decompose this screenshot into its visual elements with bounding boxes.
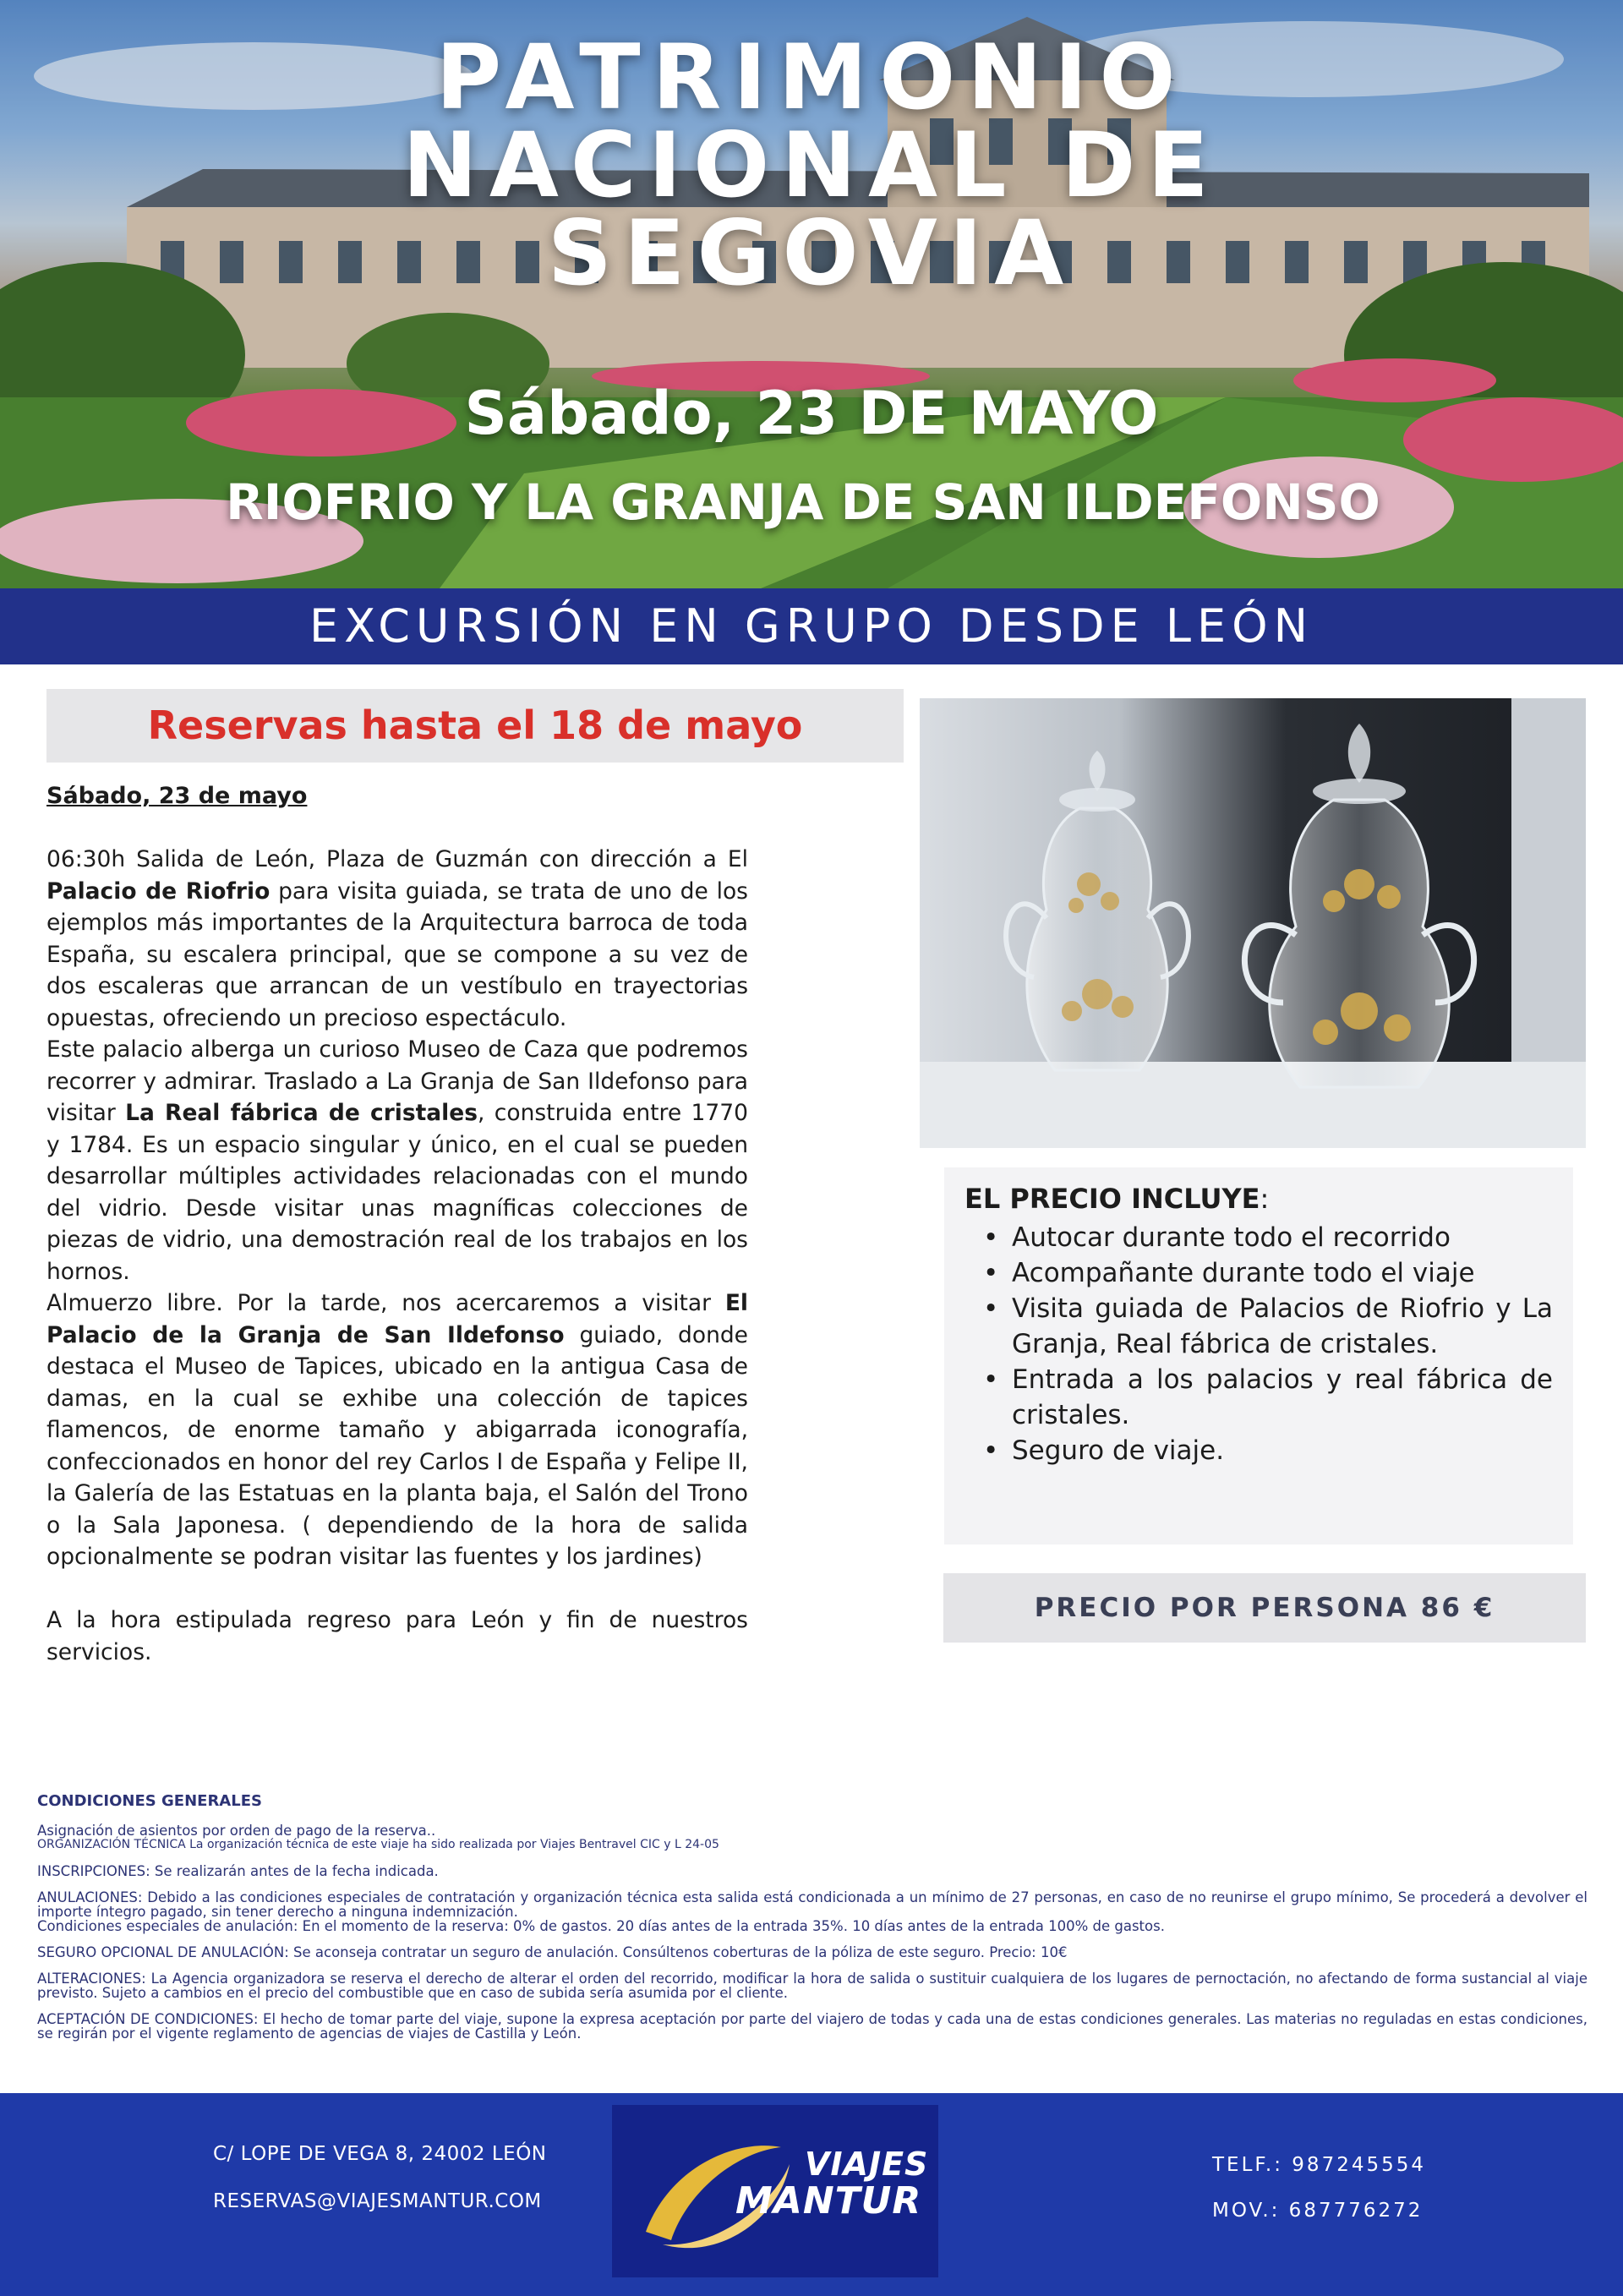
list-item: • Autocar durante todo el recorrido xyxy=(965,1220,1553,1255)
itinerary-paragraph-2 xyxy=(46,1034,748,1287)
itinerary-text: para visita guiada, se trata de uno de los ejemplos más importantes de la Arquitectura barroca de toda España, su escalera principal, que se compone a su vez de dos escaleras que arrancan de un vestíbulo en trayectorias opuestas, ofreciendo un precioso espectáculo. xyxy=(46,877,748,1031)
viajes-mantur-logo xyxy=(612,2105,938,2277)
itinerary-paragraph-3 xyxy=(46,1287,748,1573)
itinerary-paragraph-1 xyxy=(46,844,748,1034)
hero-title-line2: NACIONAL DE xyxy=(402,113,1221,217)
conditions-title: CONDICIONES GENERALES xyxy=(37,1792,262,1810)
conditions-inscriptions: INSCRIPCIONES: Se realizarán antes de la fecha indicada. xyxy=(37,1863,439,1879)
footer xyxy=(0,2093,1623,2296)
price-includes-colon: : xyxy=(1260,1183,1270,1215)
conditions-cancellations: ANULACIONES: Debido a las condiciones especiales de contratación y organización técnica esta salida está condicionada a un mínimo de 27 personas, en caso de no reunirse el grupo mínimo, Se procederá a devolver el importe íntegro pagado, sin tener derecho a ninguna indemnización. xyxy=(37,1889,1587,1920)
logo-text-mantur: MANTUR xyxy=(735,2179,922,2222)
itinerary-highlight: La Real fábrica de cristales xyxy=(125,1100,478,1126)
itinerary-day-heading: Sábado, 23 de mayo xyxy=(46,783,308,809)
hero-banner xyxy=(0,0,1623,588)
footer-telephone[interactable]: TELF.: 987245554 xyxy=(1212,2154,1427,2176)
footer-email[interactable]: RESERVAS@VIAJESMANTUR.COM xyxy=(213,2190,542,2212)
itinerary-highlight: Palacio de Riofrio xyxy=(46,877,270,905)
itinerary-text: Almuerzo libre. Por la tarde, nos acercaremos a visitar xyxy=(46,1290,725,1316)
price-includes-title xyxy=(965,1183,1553,1215)
itinerary-text: guiado, donde destaca el Museo de Tapices, ubicado en la antigua Casa de damas, en la cual se exhibe una colección de tapices flamencos, de enorme tamaño y abigarrada iconografía, confeccionados en honor del rey Carlos I de España y Felipe II, la Galería de las Estatuas en la planta baja, el Salón del Trono o la Sala Japonesa. ( dependiendo de la hora de salida opcionalmente se podran visitar las fuentes y los jardines) xyxy=(46,1321,748,1570)
conditions-seats: Asignación de asientos por orden de pago de la reserva.. xyxy=(37,1823,436,1839)
reservation-deadline-box: Reservas hasta el 18 de mayo xyxy=(46,689,904,763)
hero-date: Sábado, 23 DE MAYO xyxy=(464,379,1159,448)
group-excursion-band: EXCURSIÓN EN GRUPO DESDE LEÓN xyxy=(0,588,1623,664)
price-per-person: PRECIO POR PERSONA 86 € xyxy=(943,1573,1586,1643)
itinerary-body xyxy=(46,844,748,1573)
itinerary-text: Este palacio alberga un curioso Museo de Caza que podremos recorrer y admirar. Traslado a La Granja de San Ildefonso para visitar xyxy=(46,1036,748,1126)
footer-mobile[interactable]: MOV.: 687776272 xyxy=(1212,2200,1424,2222)
hero-title xyxy=(0,25,1623,305)
conditions-acceptance: ACEPTACIÓN DE CONDICIONES: El hecho de tomar parte del viaje, supone la expresa aceptación por parte del viajero de todas y cada una de estas condiciones generales. Las materias no reguladas en estas condiciones, se regirán por el vigente reglamento de agencias de viajes de Castilla y León. xyxy=(37,2011,1587,2042)
hero-subtitle: RIOFRIO Y LA GRANJA DE SAN ILDEFONSO xyxy=(226,473,1380,531)
price-includes-list xyxy=(965,1220,1553,1468)
general-conditions xyxy=(37,1794,1587,2053)
list-item: • Entrada a los palacios y real fábrica de cristales. xyxy=(965,1362,1553,1433)
hero-title-line1: PATRIMONIO xyxy=(435,25,1188,129)
conditions-organization: ORGANIZACIÓN TÉCNICA La organización técnica de este viaje ha sido realizada por Viajes Bentravel CIC y L 24-05 xyxy=(37,1838,719,1851)
conditions-alterations: ALTERACIONES: La Agencia organizadora se reserva el derecho de alterar el orden del recorrido, modificar la hora de salida o sustituir cualquiera de los lugares de pernoctación, no afectando de forma sustancial al viaje previsto. Sujeto a cambios en el precio del combustible que en caso de subida sería asumida por el cliente. xyxy=(37,1971,1587,2001)
itinerary-text: , construida entre 1770 y 1784. Es un espacio singular y único, en el cual se pueden desarrollar múltiples actividades relacionadas con el mundo del vidrio. Desde visitar unas magníficas colecciones de piezas de vidrio, una demostración real de los trabajos en los hornos. xyxy=(46,1100,748,1285)
footer-address: C/ LOPE DE VEGA 8, 24002 LEÓN xyxy=(213,2143,547,2165)
hero-title-line3: SEGOVIA xyxy=(547,201,1076,305)
price-includes-heading: EL PRECIO INCLUYE xyxy=(965,1183,1260,1215)
conditions-insurance: SEGURO OPCIONAL DE ANULACIÓN: Se aconseja contratar un seguro de anulación. Consúltenos coberturas de la póliza de este seguro. Precio: 10€ xyxy=(37,1944,1068,1960)
itinerary-text: 06:30h Salida de León, Plaza de Guzmán con dirección a El xyxy=(46,846,748,872)
itinerary-return: A la hora estipulada regreso para León y fin de nuestros servicios. xyxy=(46,1607,748,1665)
price-includes-box xyxy=(944,1167,1573,1544)
list-item: • Visita guiada de Palacios de Riofrio y La Granja, Real fábrica de cristales. xyxy=(965,1291,1553,1362)
list-item: • Acompañante durante todo el viaje xyxy=(965,1255,1553,1291)
itinerary-highlight: El Palacio de la Granja de San Ildefonso xyxy=(46,1290,748,1348)
conditions-special-cancellation: Condiciones especiales de anulación: En el momento de la reserva: 0% de gastos. 20 días antes de la entrada 35%. 10 días antes de la entrada 100% de gastos. xyxy=(37,1918,1165,1934)
glass-vases-photo xyxy=(920,698,1586,1148)
list-item: • Seguro de viaje. xyxy=(965,1433,1553,1468)
logo-text-viajes: VIAJES xyxy=(805,2146,929,2183)
